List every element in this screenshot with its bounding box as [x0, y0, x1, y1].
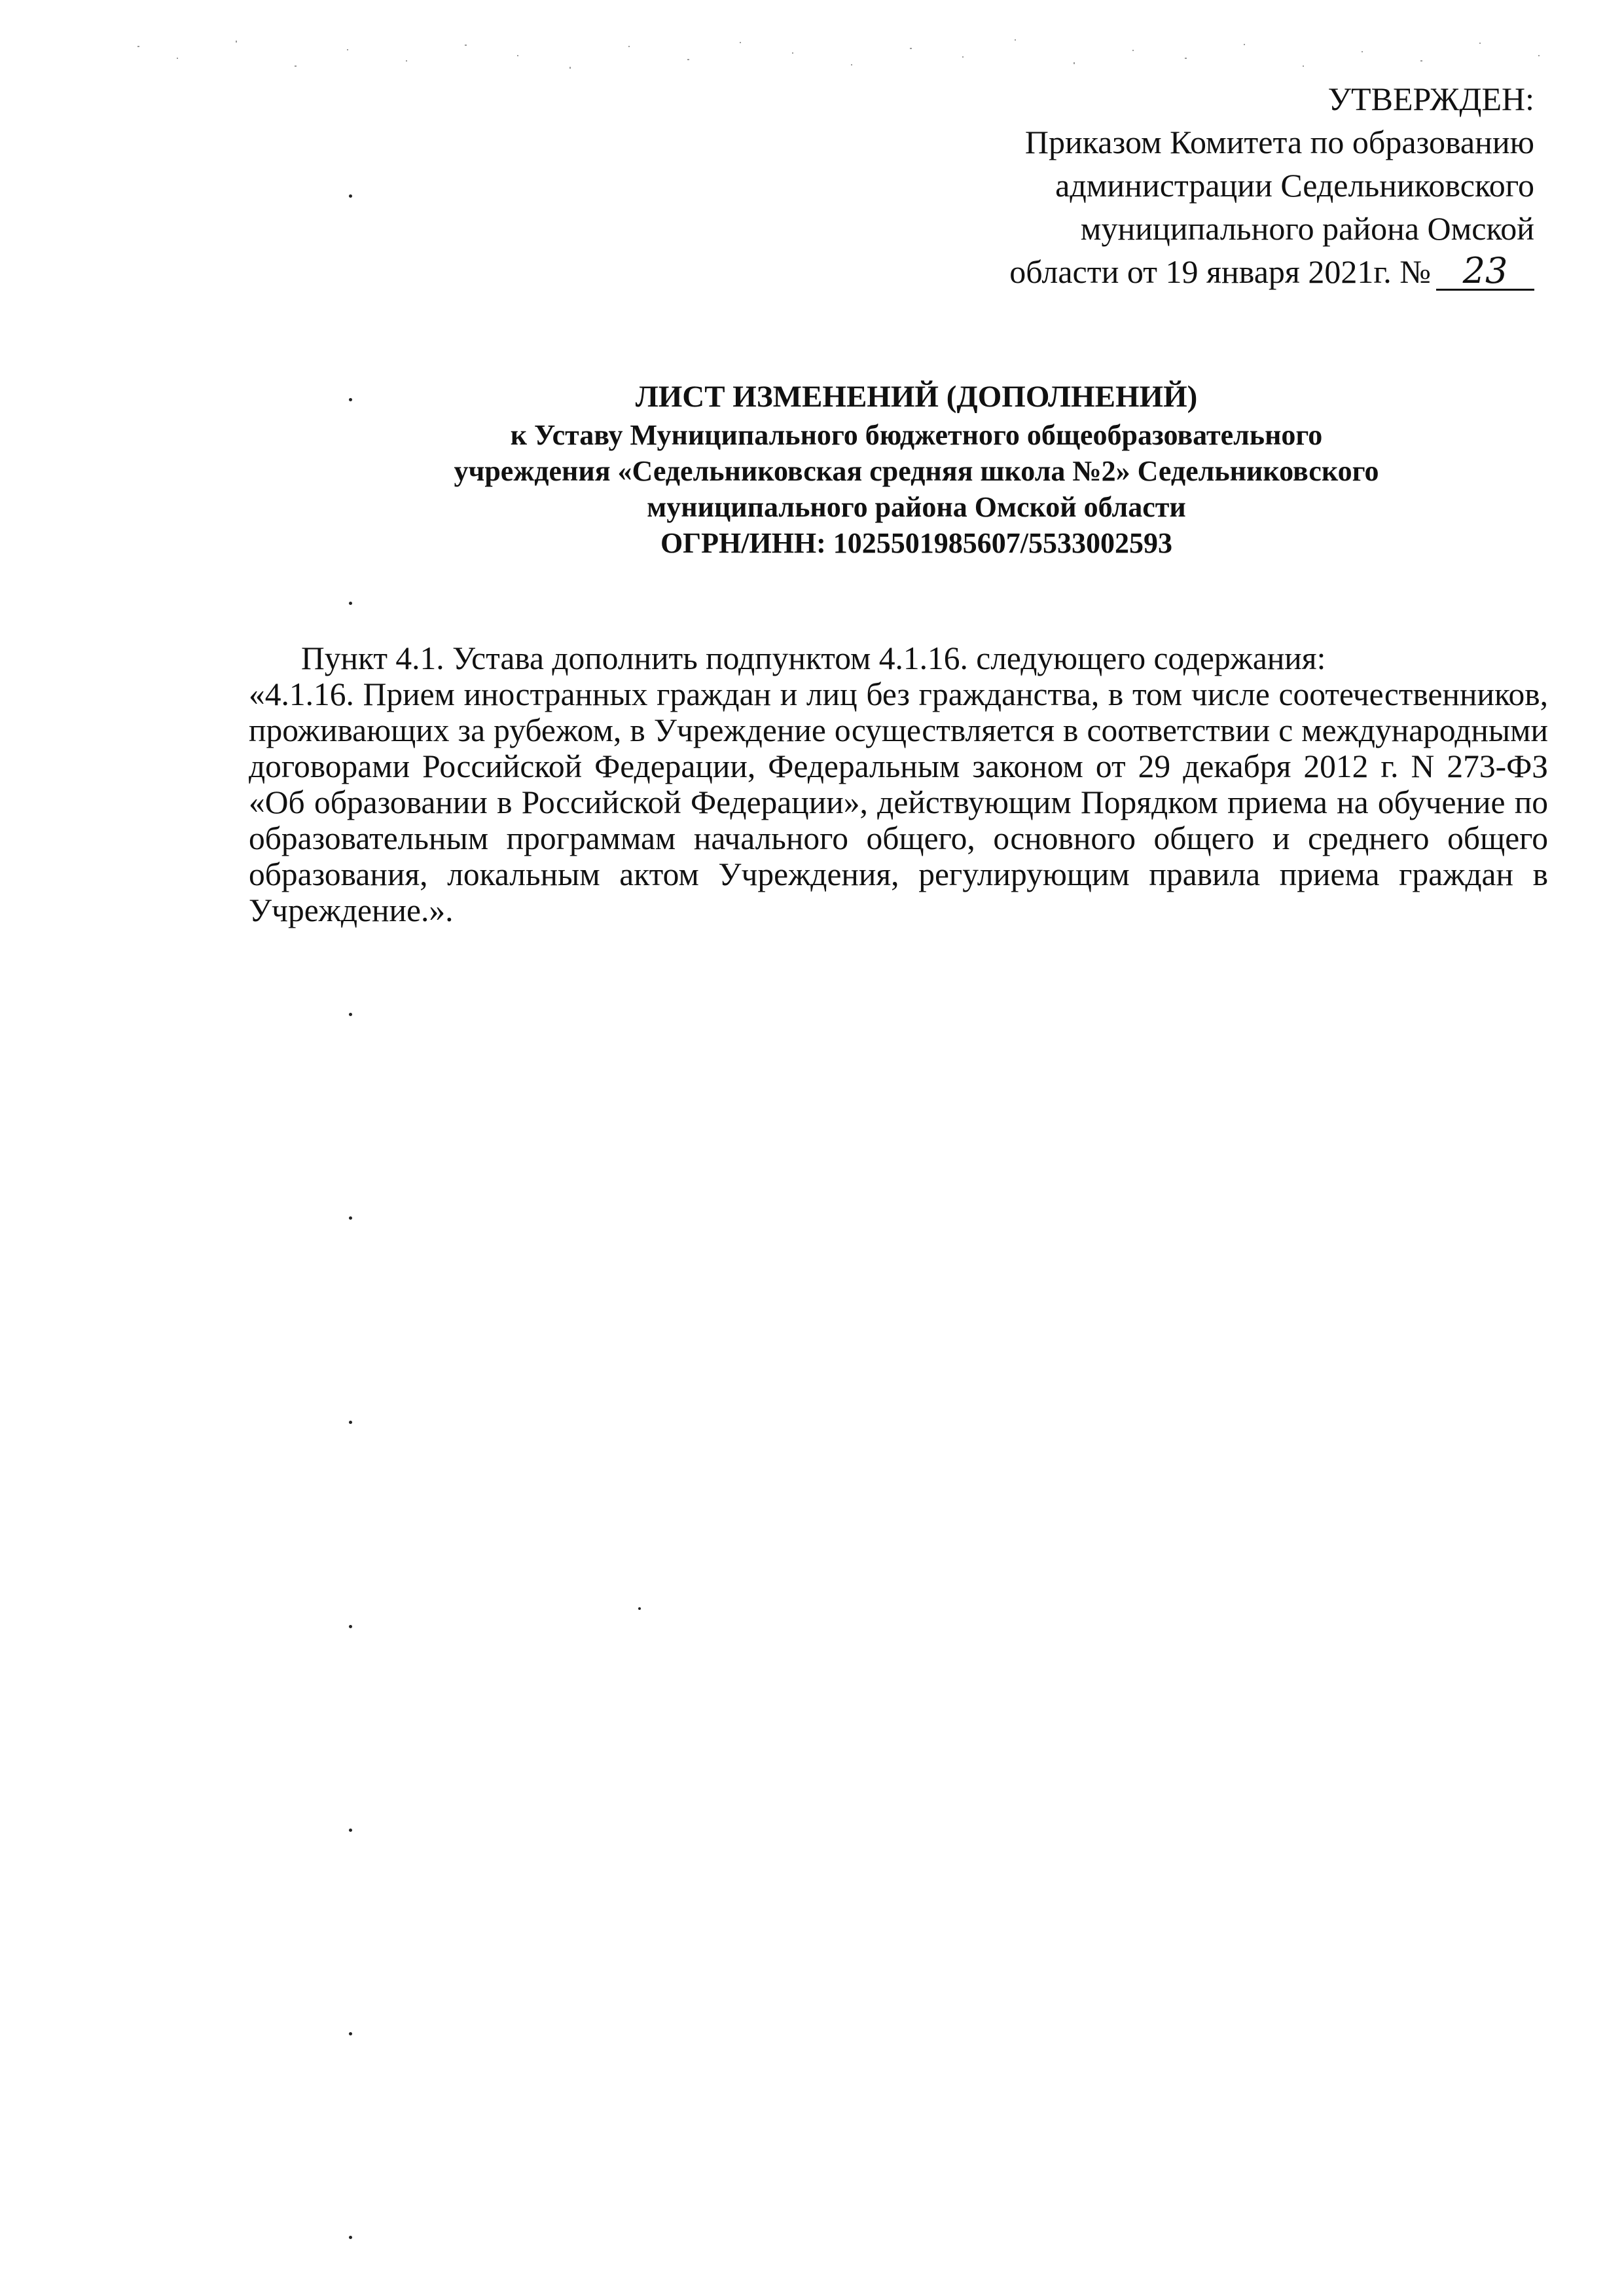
scan-dot	[349, 1829, 352, 1832]
approval-date-line	[880, 250, 1534, 293]
scan-dot	[349, 1216, 352, 1220]
scan-dot	[349, 2032, 352, 2035]
approval-line-2: администрации Седельниковского	[1055, 167, 1534, 204]
scan-dot	[349, 1421, 352, 1424]
approval-line-3: муниципального района Омской	[1080, 210, 1534, 247]
scan-dot	[349, 602, 352, 605]
scan-dot	[349, 1625, 352, 1628]
approval-status: УТВЕРЖДЕН:	[1327, 81, 1534, 117]
scan-dot	[638, 1607, 641, 1610]
document-title-block	[314, 376, 1519, 561]
scan-dot	[349, 1013, 352, 1016]
approval-stamp-block	[880, 77, 1534, 293]
amendment-intro: Пункт 4.1. Устава дополнить подпунктом 4.1.16. следующего содержания:	[301, 640, 1326, 676]
title-line-3: муниципального района Омской области	[647, 491, 1186, 523]
order-number-handwritten: 23	[1436, 253, 1534, 291]
title-line-2: учреждения «Седельниковская средняя школа №2» Седельниковского	[454, 455, 1379, 487]
approval-line-1: Приказом Комитета по образованию	[1024, 124, 1534, 160]
scan-dot	[349, 398, 352, 401]
amendment-text: «4.1.16. Прием иностранных граждан и лиц без гражданства, в том числе соотечественников, проживающих за рубежом, в Учреждение осуществляется в соответствии с международными договорами Российской Федерации, Федеральным законом от 29 декабря 2012 г. N 273-ФЗ «Об образовании в Российской Федерации», действующим Порядком приема на обучение по образовательным программам начального общего, основного общего и среднего общего образования, локальным актом Учреждения, регулирующим правила приема граждан в Учреждение.».	[249, 676, 1548, 928]
scan-dot	[349, 2236, 352, 2239]
document-body	[249, 640, 1548, 928]
document-title: ЛИСТ ИЗМЕНЕНИЙ (ДОПОЛНЕНИЙ)	[635, 380, 1198, 414]
scan-dot	[349, 194, 352, 198]
approval-date-text: области от 19 января 2021г. №	[1009, 253, 1431, 290]
title-line-4: ОГРН/ИНН: 1025501985607/5533002593	[660, 527, 1173, 559]
title-line-1: к Уставу Муниципального бюджетного общеобразовательного	[510, 419, 1323, 451]
